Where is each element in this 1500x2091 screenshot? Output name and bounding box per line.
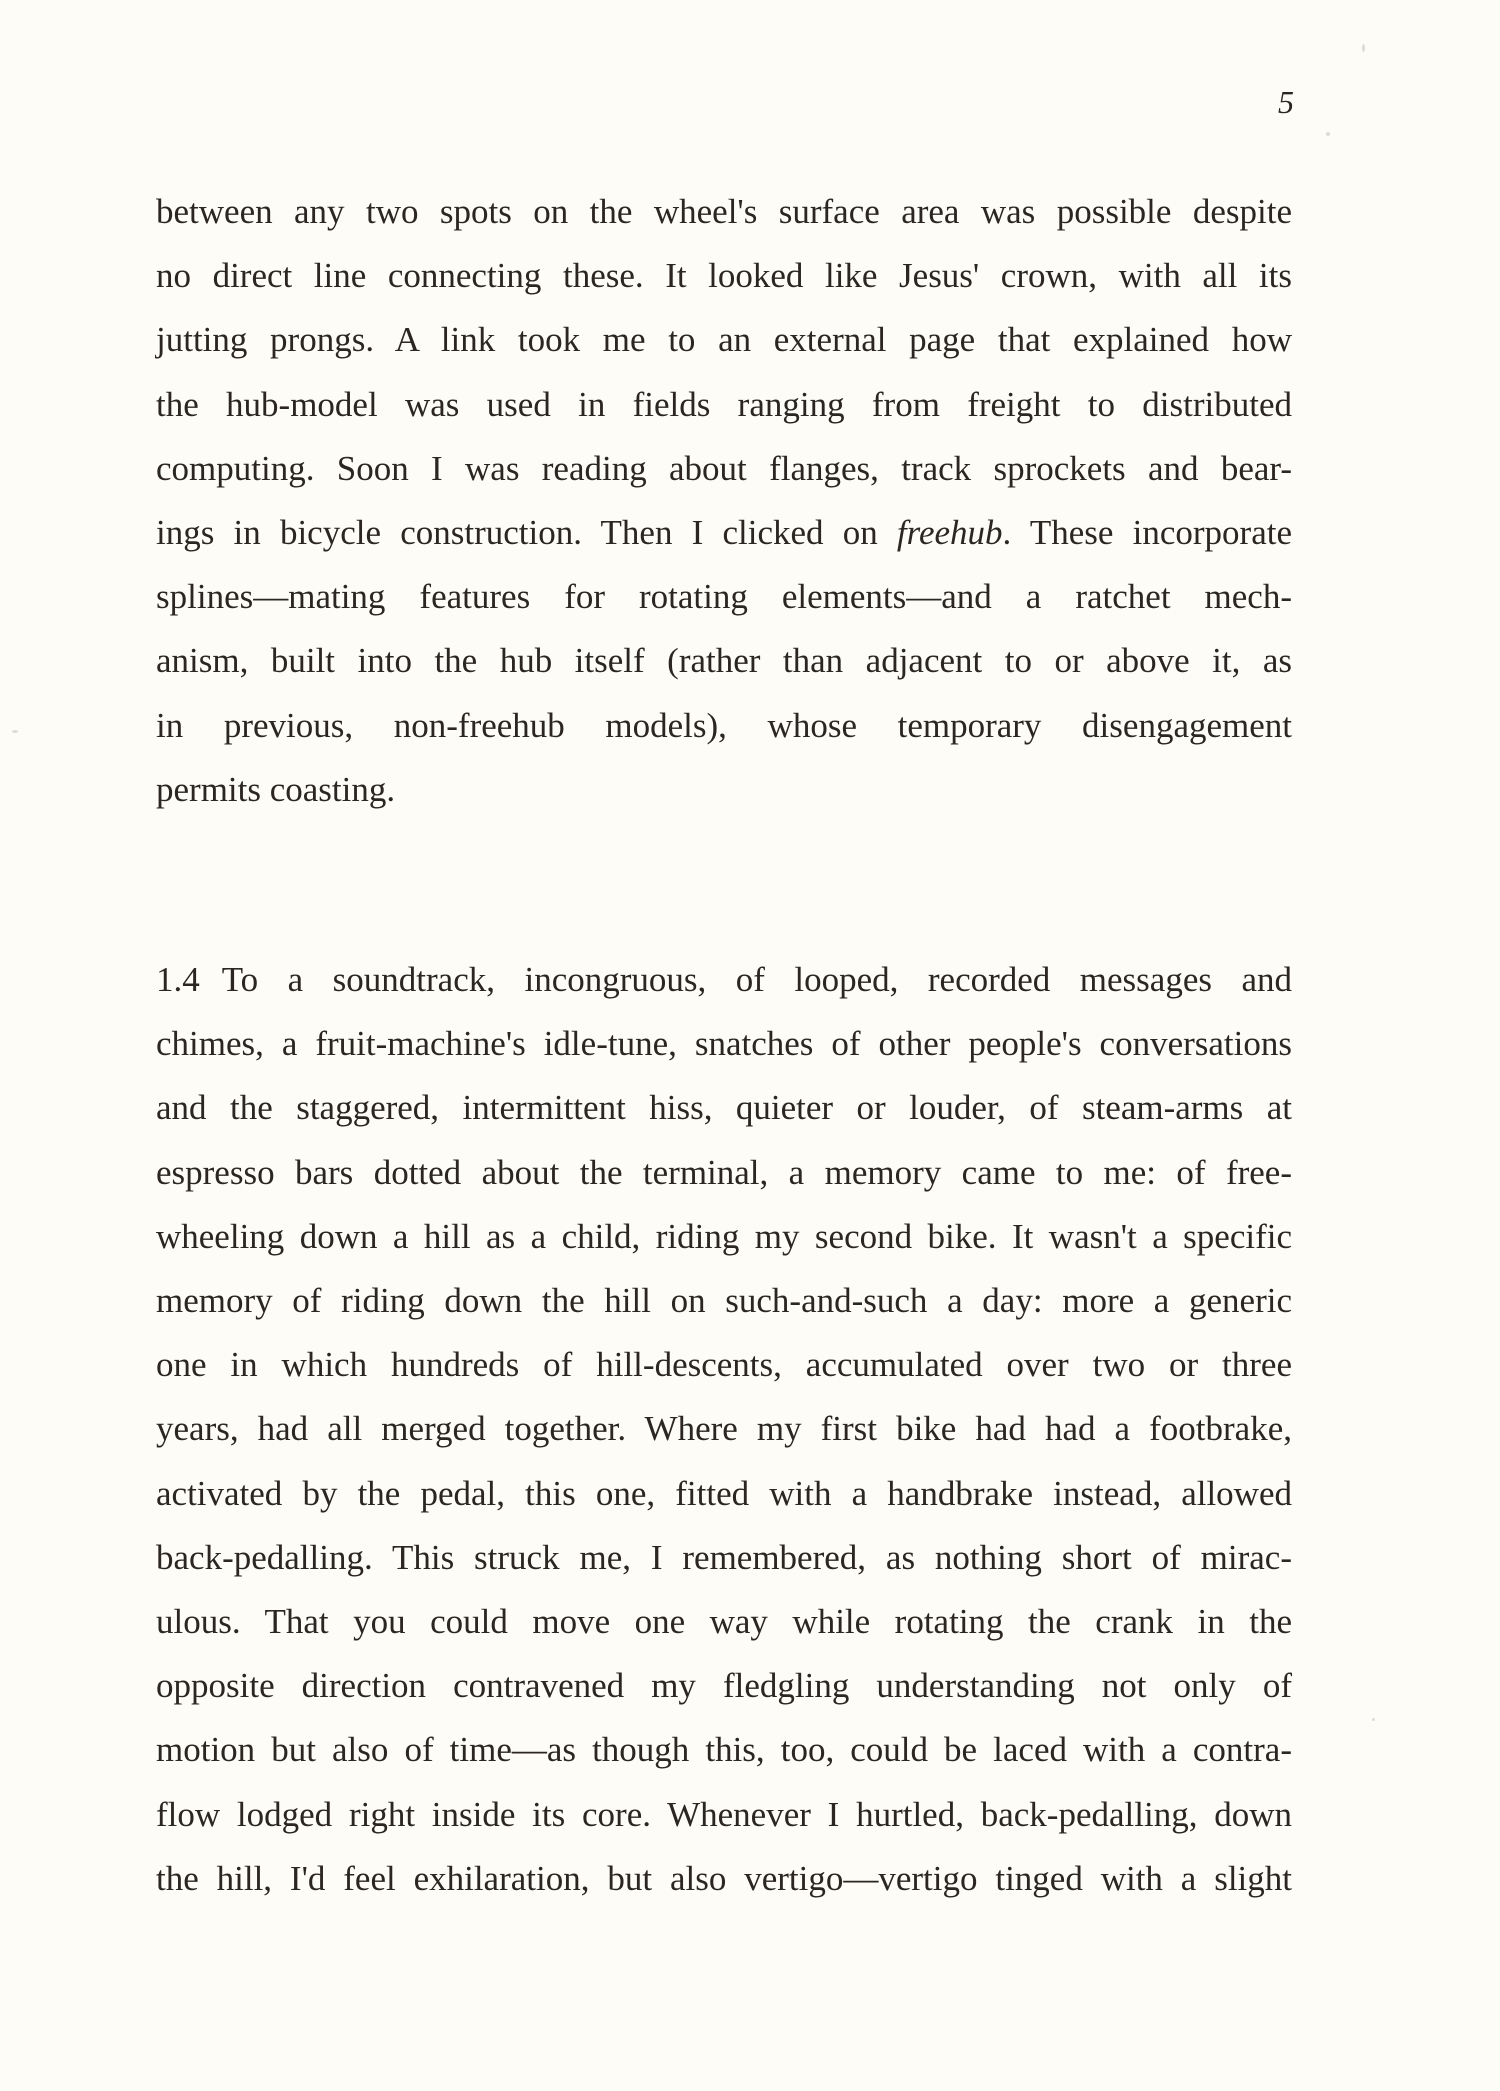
text-line: flow lodged right inside its core. Whenever I hurtled, back-pedalling, down bbox=[156, 1794, 1292, 1834]
paragraph-2 bbox=[156, 948, 1292, 1911]
scan-speck bbox=[1326, 132, 1330, 136]
text-line: back-pedalling. This struck me, I remembered, as nothing short of mirac- bbox=[156, 1537, 1292, 1577]
text-line: chimes, a fruit-machine's idle-tune, snatches of other people's conversations bbox=[156, 1024, 1292, 1064]
text-line: permits coasting. bbox=[156, 769, 396, 809]
text-line: splines—mating features for rotating elements—and a ratchet mech- bbox=[156, 577, 1292, 617]
text-line: ulous. That you could move one way while rotating the crank in the bbox=[156, 1602, 1292, 1642]
page-number: 5 bbox=[1278, 84, 1294, 120]
text-line: the hub-model was used in fields ranging from freight to distributed bbox=[156, 384, 1292, 424]
text-line-section-start bbox=[156, 948, 1292, 1012]
text-line: motion but also of time—as though this, too, could be laced with a contra- bbox=[156, 1730, 1292, 1770]
text-line: activated by the pedal, this one, fitted with a handbrake instead, allowed bbox=[156, 1473, 1292, 1513]
text-segment: . These incorporate bbox=[1002, 513, 1292, 553]
text-line: in previous, non-freehub models), whose temporary disengagement bbox=[156, 705, 1292, 745]
text-line: anism, built into the hub itself (rather than adjacent to or above it, as bbox=[156, 641, 1292, 681]
text-line: espresso bars dotted about the terminal, a memory came to me: of free- bbox=[156, 1152, 1292, 1192]
scan-speck bbox=[1372, 1718, 1375, 1721]
text-segment: ings in bicycle construction. Then I clicked on bbox=[156, 513, 897, 553]
scan-speck bbox=[1362, 44, 1365, 52]
text-line: no direct line connecting these. It looked like Jesus' crown, with all its bbox=[156, 256, 1292, 296]
text-line: computing. Soon I was reading about flanges, track sprockets and bear- bbox=[156, 448, 1292, 488]
scan-speck bbox=[12, 730, 18, 733]
paragraph-1 bbox=[156, 180, 1292, 822]
text-line: opposite direction contravened my fledgling understanding not only of bbox=[156, 1666, 1292, 1706]
italic-term: freehub bbox=[896, 513, 1003, 553]
text-line: one in which hundreds of hill-descents, accumulated over two or three bbox=[156, 1345, 1292, 1385]
text-line: years, had all merged together. Where my first bike had had a footbrake, bbox=[156, 1409, 1292, 1449]
text-line-with-italic bbox=[156, 501, 1292, 565]
text-segment: To a soundtrack, incongruous, of looped, recorded messages and bbox=[221, 960, 1292, 999]
text-line: memory of riding down the hill on such-and-such a day: more a generic bbox=[156, 1281, 1292, 1321]
text-line: wheeling down a hill as a child, riding my second bike. It wasn't a specific bbox=[156, 1216, 1292, 1256]
text-line: jutting prongs. A link took me to an external page that explained how bbox=[156, 320, 1292, 360]
text-line: the hill, I'd feel exhilaration, but also vertigo—vertigo tinged with a slight bbox=[156, 1858, 1292, 1898]
text-line: and the staggered, intermittent hiss, quieter or louder, of steam-arms at bbox=[156, 1088, 1292, 1128]
section-number: 1.4 bbox=[156, 960, 200, 999]
text-line: between any two spots on the wheel's surface area was possible despite bbox=[156, 192, 1292, 231]
